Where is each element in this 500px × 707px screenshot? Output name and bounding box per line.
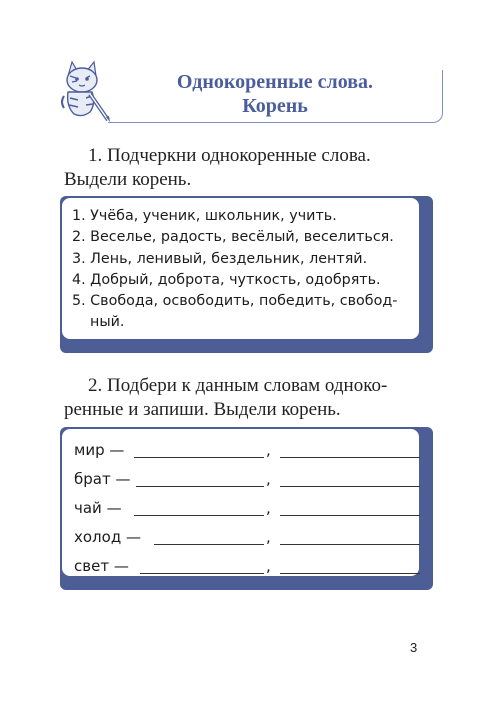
task-1-instruction: [64, 144, 434, 192]
word-group-5-continued[interactable]: ный.: [90, 314, 125, 331]
word-group-3[interactable]: 3. Лень, ленивый, бездельник, лентяй.: [72, 250, 368, 267]
answer-blank-1[interactable]: [136, 486, 264, 487]
task-2-line-1: 2. Подбери к данным словам одноко-: [88, 375, 388, 396]
answer-blank-2[interactable]: [280, 486, 420, 487]
row-word: свет —: [74, 557, 129, 575]
cat-with-pencil-icon: [60, 58, 112, 122]
answer-blank-1[interactable]: [140, 573, 264, 574]
fill-row-kholod: [74, 526, 414, 550]
word-group-5[interactable]: 5. Свобода, освободить, победить, свобод-: [72, 293, 398, 310]
word-group-1[interactable]: 1. Учёба, ученик, школьник, учить.: [72, 208, 337, 224]
answer-blank-2[interactable]: [280, 573, 420, 574]
task-1-line-1: 1. Подчеркни однокоренные слова.: [88, 145, 371, 166]
answer-blank-2[interactable]: [280, 515, 420, 516]
row-comma: ,: [266, 441, 271, 459]
answer-blank-2[interactable]: [280, 544, 420, 545]
answer-blank-1[interactable]: [134, 457, 264, 458]
row-comma: ,: [266, 557, 271, 575]
fill-row-mir: [74, 439, 414, 463]
page-number: 3: [410, 640, 418, 655]
task-1-exercise-box: [60, 196, 421, 341]
row-comma: ,: [266, 470, 271, 488]
task-1-panel: [60, 196, 433, 353]
answer-blank-1[interactable]: [134, 515, 264, 516]
word-group-list: [72, 206, 407, 334]
word-group-2[interactable]: 2. Веселье, радость, весёлый, веселиться.: [72, 229, 394, 246]
fill-row-chai: [74, 497, 414, 521]
word-group-4[interactable]: 4. Добрый, доброта, чуткость, одобрять.: [72, 271, 381, 288]
answer-blank-2[interactable]: [280, 457, 420, 458]
title-frame: [108, 70, 443, 123]
task-2-panel: [60, 427, 433, 590]
row-word: мир —: [74, 441, 125, 459]
lesson-header: [60, 58, 440, 128]
row-comma: ,: [266, 528, 271, 546]
page-title: Однокоренные слова.: [176, 71, 374, 93]
row-word: брат —: [74, 470, 131, 488]
row-comma: ,: [266, 499, 271, 517]
task-1-line-2: Выдели корень.: [64, 169, 192, 190]
answer-blank-1[interactable]: [154, 544, 264, 545]
task-2-exercise-box: [60, 427, 421, 578]
task-2-line-2: ренные и запиши. Выдели корень.: [64, 399, 341, 420]
row-word: чай —: [74, 499, 122, 517]
fill-row-brat: [74, 468, 414, 492]
task-2-instruction: [64, 374, 434, 422]
row-word: холод —: [74, 528, 141, 546]
page-subtitle: Корень: [242, 95, 308, 117]
fill-row-svet: [74, 555, 414, 579]
